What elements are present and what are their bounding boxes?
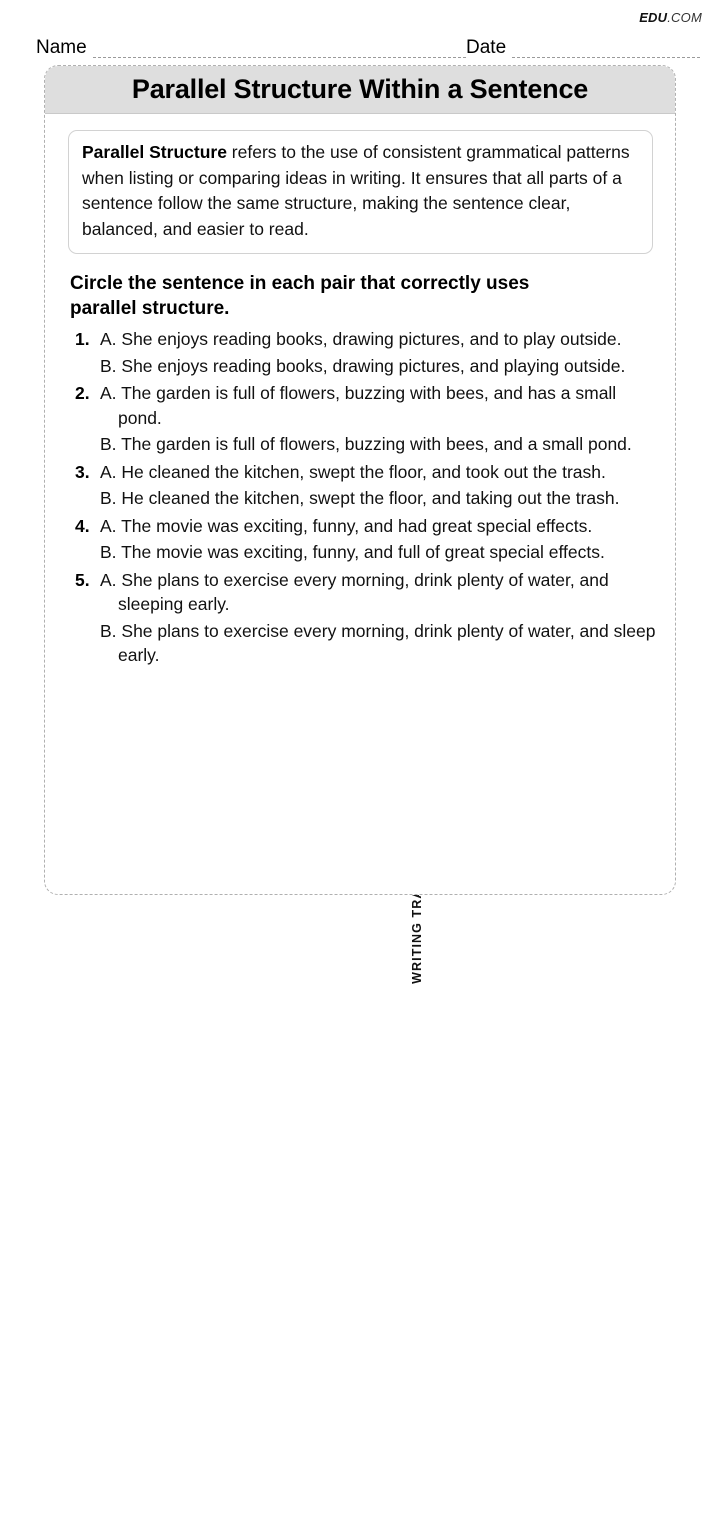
question-option-a[interactable]: A. The movie was exciting, funny, and had great special effects.	[100, 515, 593, 536]
question-option-a[interactable]: A. She enjoys reading books, drawing pictures, and to play outside.	[100, 329, 622, 349]
definition-box	[68, 130, 653, 254]
date-write-line[interactable]	[512, 41, 700, 58]
page-title: Parallel Structure Within a Sentence	[131, 74, 589, 104]
question-list	[67, 327, 657, 668]
definition-paragraph	[82, 140, 639, 242]
date-field[interactable]	[466, 38, 700, 58]
question-option-b[interactable]: B. The movie was exciting, funny, and full of great special effects.	[100, 542, 605, 562]
logo-suffix-text: .COM	[667, 10, 702, 25]
worksheet-header-band	[45, 66, 675, 114]
logo-primary-text: EDU	[639, 10, 668, 25]
question-option-a[interactable]: A. The garden is full of flowers, buzzing with bees, and has a small pond.	[100, 383, 617, 428]
question-number: 1.	[75, 329, 90, 349]
name-label: Name	[36, 37, 87, 58]
question-number: 4.	[75, 515, 90, 536]
date-label: Date	[466, 37, 507, 58]
question-item	[67, 327, 657, 378]
site-logo	[639, 10, 702, 25]
question-option-b[interactable]: B. She plans to exercise every morning, drink plenty of water, and sleep early.	[100, 620, 656, 665]
instruction-text: Circle the sentence in each pair that correctly uses parallel structure.	[70, 273, 530, 319]
name-field[interactable]	[36, 38, 466, 58]
question-option-a[interactable]: A. She plans to exercise every morning, drink plenty of water, and sleeping early.	[100, 569, 609, 614]
question-item	[67, 514, 657, 565]
question-item	[67, 568, 657, 668]
worksheet-body	[45, 114, 675, 668]
question-item	[67, 381, 657, 457]
question-option-b[interactable]: B. She enjoys reading books, drawing pictures, and playing outside.	[100, 355, 626, 376]
question-number: 2.	[75, 383, 90, 403]
worksheet-card	[44, 65, 676, 895]
question-number: 5.	[75, 569, 90, 590]
question-option-b[interactable]: B. The garden is full of flowers, buzzing with bees, and a small pond.	[100, 434, 632, 454]
side-label-strip	[0, 0, 40, 932]
name-write-line[interactable]	[93, 41, 466, 58]
student-info-row	[36, 32, 700, 58]
definition-text: refers to the use of consistent grammatical patterns when listing or comparing ideas in writing. It ensures that all parts of a sentence follow the same structure, making the sentence clear, balanced, and easier to read.	[82, 142, 630, 239]
question-option-b[interactable]: B. He cleaned the kitchen, swept the floor, and taking out the trash.	[100, 488, 620, 508]
question-item	[67, 460, 657, 511]
question-option-a[interactable]: A. He cleaned the kitchen, swept the floor, and took out the trash.	[100, 461, 606, 482]
definition-term: Parallel Structure	[82, 142, 227, 162]
question-number: 3.	[75, 461, 90, 482]
